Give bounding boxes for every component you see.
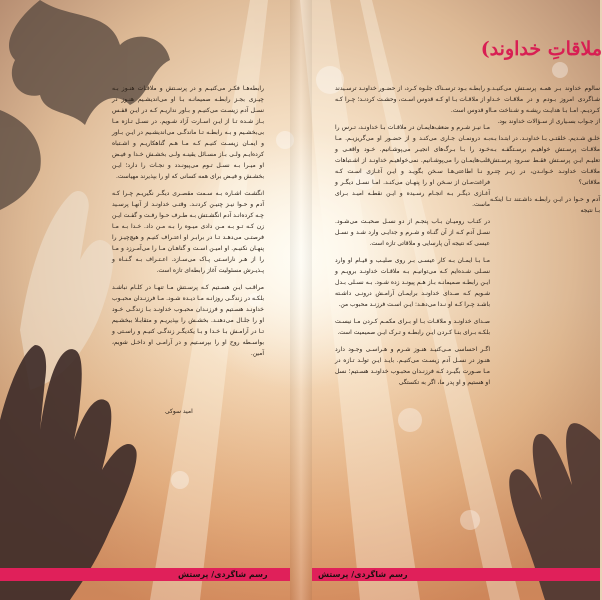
- paragraph: اگـر احساسی مـی‌کنیـد هنـوز شـرم و هـراسـی وجـود دارد هنـوز در نسـل آدم زیسـت می‌کنیـم. بایـد ایـن تولـد تـازه در مـا صـورت بگیـرد کـه فرزنـدان محبـوب خداونـد هسـتیم؛ نسل او هستیم و او پدر ما، اگر به تکستگی: [335, 346, 490, 386]
- paragraph: آدم و حـوا در ایـن رابطـه داشـتند تـا اینکـه بـا نتیجه: [490, 196, 600, 214]
- article-title: ملاقاتِ خداوند): [480, 38, 602, 60]
- footer-section-label-left: رسم شاگردی/ پرستش: [178, 570, 268, 579]
- paragraph: رابطه‌هـا فکـر می‌کنیـم و در پرسـتش و ملاقـات هنـوز بـه چیـزی بجـز رابطـه صمیمانـه بـا او می‌اندیشـیم هنـوز در نسـل آدم زیسـت می‌کنیـم و بـاور نداریـم کـه در ایـن قفـس بـاز شـده تـا از ایـن اسـارت آزاد شـویم. در نسـل تـازه مـا بی‌بخشـیم و بـه رابطـه تـا ماندگـی می‌اندیشـیم در ایـن بـاور و ایمـان زیسـت کنیـم کـه مـا هـم گناهکاریـم و اشـتباه کرده‌ایـم ولـی بـاز مسـائل یقینـه ولـی بخشـش خـدا و فیـض او میـرا بـه نسـل تـوم می‌پیونـدد و نجـات را دارد؛ ایـن بخشـش و فیـض برای همه کسانی که او را بپذیرند مهیاست.: [112, 85, 264, 180]
- paragraph: خلـق شـدیم. خلقتـی بـا خداونـد. در ابتـدا بـه ملاقـات پرسـتش خواهیـم برسـتگفـه بـه تعلیـم ایـن پرسـتش فقـط سـرود پرسـتش ملاقـات خداونـد خـوانـدن، در زیـر چتـر ملاقاتی؟: [490, 135, 600, 186]
- paragraph: و رابطـه بـود ترسـناک جلـوه کـرد، از حضـور خداونـد ترسـیدند و از ملاقـات بـا او کـه قدوس اسـت، وحشـت کردنـد؛ چـرا کـه او قدوس است.: [335, 85, 490, 114]
- paragraph: مـا نیـز شـرم و ضعف‌هایمـان در ملاقـات بـا خداونـد، تـرس را بـه درونمـان جـاری می‌کنـد و از حضـور او می‌گریزیـم. مـا خـود را بـا بـرگ‌های انجیـر می‌پوشـانیم. خـود واقعـی و قلب‌هایمـان را می‌پوشـانیم. نمی‌خواهیـم خداونـد از اشـتباهات و نـا اطاعتی‌هـا سـخن بگویـد و ایـن آغـازی اسـت کـه فراغت‌مـان از سـخن او را پنهـان می‌کنـد. امـا نسـل دیگـر و آغـازی دیگـر بـه انجـام رسـیده و ایـن نقطـه امیـد بـرای ماست.: [335, 124, 490, 208]
- paragraph: در کتـاب رومیـان بـاب پنجـم از دو نسـل صحبـت می‌شـود. نسـل آدم کـه از آن گنـاه و شـرم و جدایـی وارد شـد و نسـل عیسی که نتیجه آن پارسایی و ملاقاتی تازه است.: [335, 218, 490, 247]
- page-gutter: [290, 0, 312, 600]
- paragraph: سالوم خداوند بـر همـه پرسـتش می‌کنیـد. شـاگردی امروز بـودم و در ملاقـات خـدا کـردیـم. امـا بـا هدایـت ریشـه و شـناخت مـا از جـواب بسـیاری از سـؤالات خداوند بود.: [490, 85, 600, 125]
- edge-text-column: [490, 83, 600, 222]
- paragraph: مـا بـا ایمـان بـه کار عیسـی بـر روی صلیـب و قیـام او وارد نسـلی شـده‌ایم کـه می‌توانیـم بـه ملاقـات خداونـد برویـم و ایـن رابطـه صمیمانـه بـاز هـم پیونـد زده شـود. بـه نسـلی بـدل شـویم کـه صـدای خداونـد برایمـان آرامـش درونـی داشـته باشـد چـرا کـه او نـدا می‌دهـد: ایـن اسـت فرزنـد محبوب من.: [335, 257, 490, 308]
- author-signature: امید سوکی: [165, 408, 193, 415]
- paragraph: انگشـت اشـاره بـه سـمت مقصـری دیگـر نگیریـم چـرا کـه آدم و حـوا نیـز چنیـن کردنـد. وقتـی خداونـد از آنهـا پرسـید چـه کرده‌انـد آدم انگشـتش بـه طـرف حـوا رفـت و گفـت ایـن زن کـه تـو بـه مـن دادی میـوه را بـه مـن داد. خـدا بـه مـا فرصتـی می‌دهـد تـا در برابـر او اعتـراف کنیـم و هیچ‌چیـز را پنهـان نکنیـم. او امیـن اسـت و گناهـان مـا را می‌آمـرزد و مـا را از هـر ناراسـتی پـاک می‌سـازد. اعـتـراف بـه گـنـاه و پـذیـرش مسئولیت آغاز رابطه‌ای تازه است.: [112, 190, 264, 274]
- footer-section-label-right: رسم شاگردی/ پرستش: [318, 570, 408, 579]
- left-text-column: [112, 83, 264, 365]
- paragraph: صـدای خداونـد و ملاقـات بـا او بـرای مکمـم کـردن مـا نیسـت بلکـه بـرای بنـا کـردن ایـن رابطـه و تـرک ایـن صمیمیت است.: [335, 318, 490, 336]
- right-text-column: [335, 83, 490, 394]
- paragraph: مراقـب ایـن هسـتیم کـه پرسـتش مـا تنهـا در کلـام نباشـد بلکـه در زندگـی روزانـه مـا دیـده شـود. مـا فرزنـدان محبـوب خداونـد هسـتیم و فرزنـدان محبـوب خداونـد بـا زندگـی خـود او را جلـال می‌دهنـد. بخشـش را بپذیریـم و متقابـلا ببخشـیم تـا در آرامـش بـا خـدا و بـا یکدیگـر زندگـی کنیـم و راسـتی و بواسـطه روح او را بپرسـتیم و در آرامـی او داخـل شویم، آمین.: [112, 284, 264, 357]
